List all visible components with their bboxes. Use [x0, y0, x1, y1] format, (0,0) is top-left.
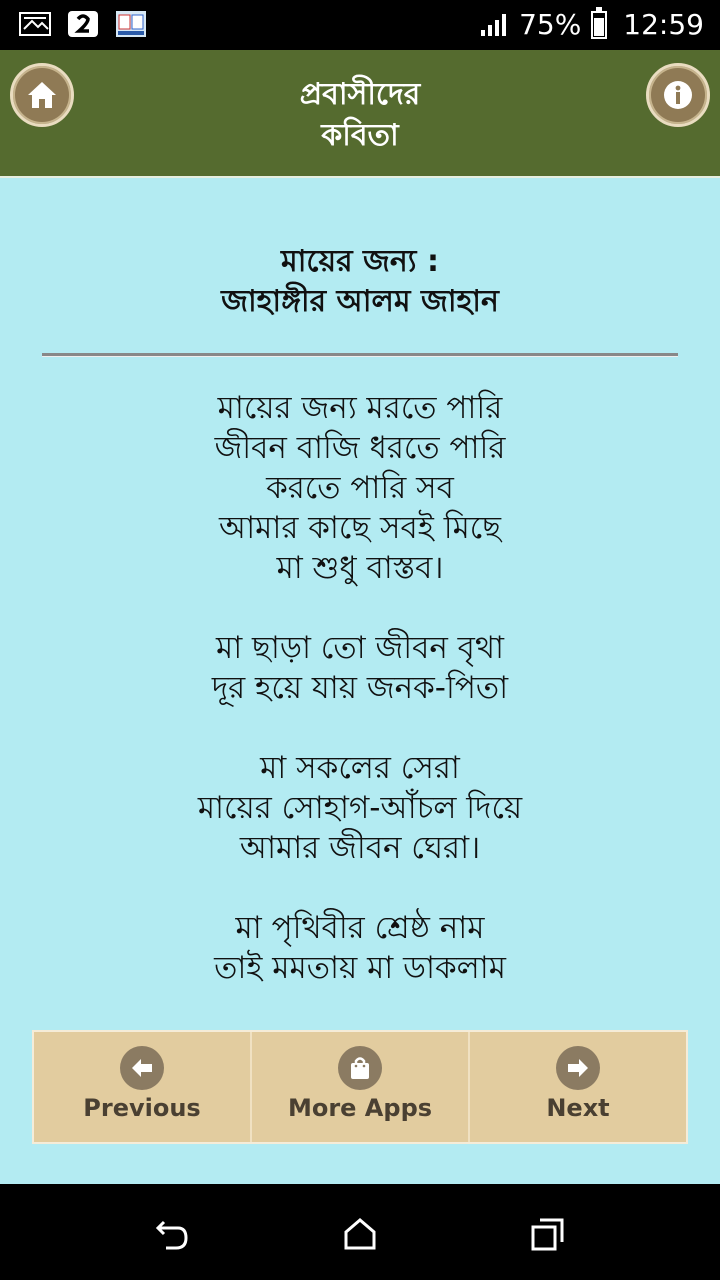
app-title-line1: প্রবাসীদের — [299, 77, 421, 112]
poem-line: মা ছাড়া তো জীবন বৃথা — [215, 630, 505, 666]
arrow-left-icon — [120, 1046, 164, 1090]
arrow-right-icon — [556, 1046, 600, 1090]
navigation-buttons — [32, 1030, 688, 1144]
poem-title-line1: মায়ের জন্য : — [281, 244, 439, 279]
next-button[interactable] — [470, 1032, 686, 1142]
back-icon[interactable] — [154, 1216, 190, 1252]
image-notification-icon — [18, 9, 52, 39]
app-bar — [0, 50, 720, 178]
more-apps-button[interactable] — [252, 1032, 470, 1142]
poem-author: জাহাঙ্গীর আলম জাহান — [221, 284, 499, 319]
poem-line: আমার কাছে সবই মিছে — [218, 510, 502, 546]
status-indicators — [479, 8, 704, 41]
home-icon — [25, 78, 59, 112]
poem-line: মায়ের জন্য মরতে পারি — [217, 390, 503, 426]
app-notification-icon — [66, 9, 100, 39]
poem-content — [0, 178, 720, 1184]
stanza — [60, 388, 660, 588]
stanza — [60, 748, 660, 868]
poem-title — [60, 242, 660, 322]
previous-label: Previous — [83, 1094, 201, 1122]
more-apps-label: More Apps — [287, 1094, 433, 1122]
info-button[interactable] — [646, 63, 710, 127]
notification-icons — [18, 9, 148, 39]
previous-button[interactable] — [34, 1032, 252, 1142]
shopping-bag-icon — [338, 1046, 382, 1090]
poem-line: তাই মমতায় মা ডাকলাম — [214, 950, 506, 986]
poem-line: করতে পারি সব — [266, 470, 454, 506]
divider — [42, 353, 678, 357]
poem-text — [60, 388, 660, 1028]
battery-icon — [591, 11, 607, 39]
poem-line: জীবন বাজি ধরতে পারি — [214, 430, 506, 466]
app-title — [160, 74, 560, 156]
poem-line: মা পৃথিবীর শ্রেষ্ঠ নাম — [235, 910, 485, 946]
clock: 12:59 — [623, 8, 704, 41]
poem-line: মায়ের সোহাগ-আঁচল দিয়ে — [197, 790, 523, 826]
recents-icon[interactable] — [530, 1216, 566, 1252]
poem-line: মা শুধু বাস্তব। — [276, 550, 444, 586]
stanza — [60, 628, 660, 708]
status-bar — [0, 0, 720, 50]
home-button[interactable] — [10, 63, 74, 127]
signal-icon — [479, 12, 509, 38]
poem-line: দূর হয়ে যায় জনক-পিতা — [211, 670, 509, 706]
battery-percent: 75% — [519, 8, 582, 41]
book-notification-icon — [114, 9, 148, 39]
poem-line: মা সকলের সেরা — [260, 750, 460, 786]
home-nav-icon[interactable] — [342, 1216, 378, 1252]
system-navigation-bar — [0, 1184, 720, 1280]
app-title-line2: কবিতা — [321, 118, 399, 153]
info-icon — [661, 78, 695, 112]
poem-line: আমার জীবন ঘেরা। — [239, 830, 481, 866]
next-label: Next — [546, 1094, 610, 1122]
stanza — [60, 908, 660, 988]
